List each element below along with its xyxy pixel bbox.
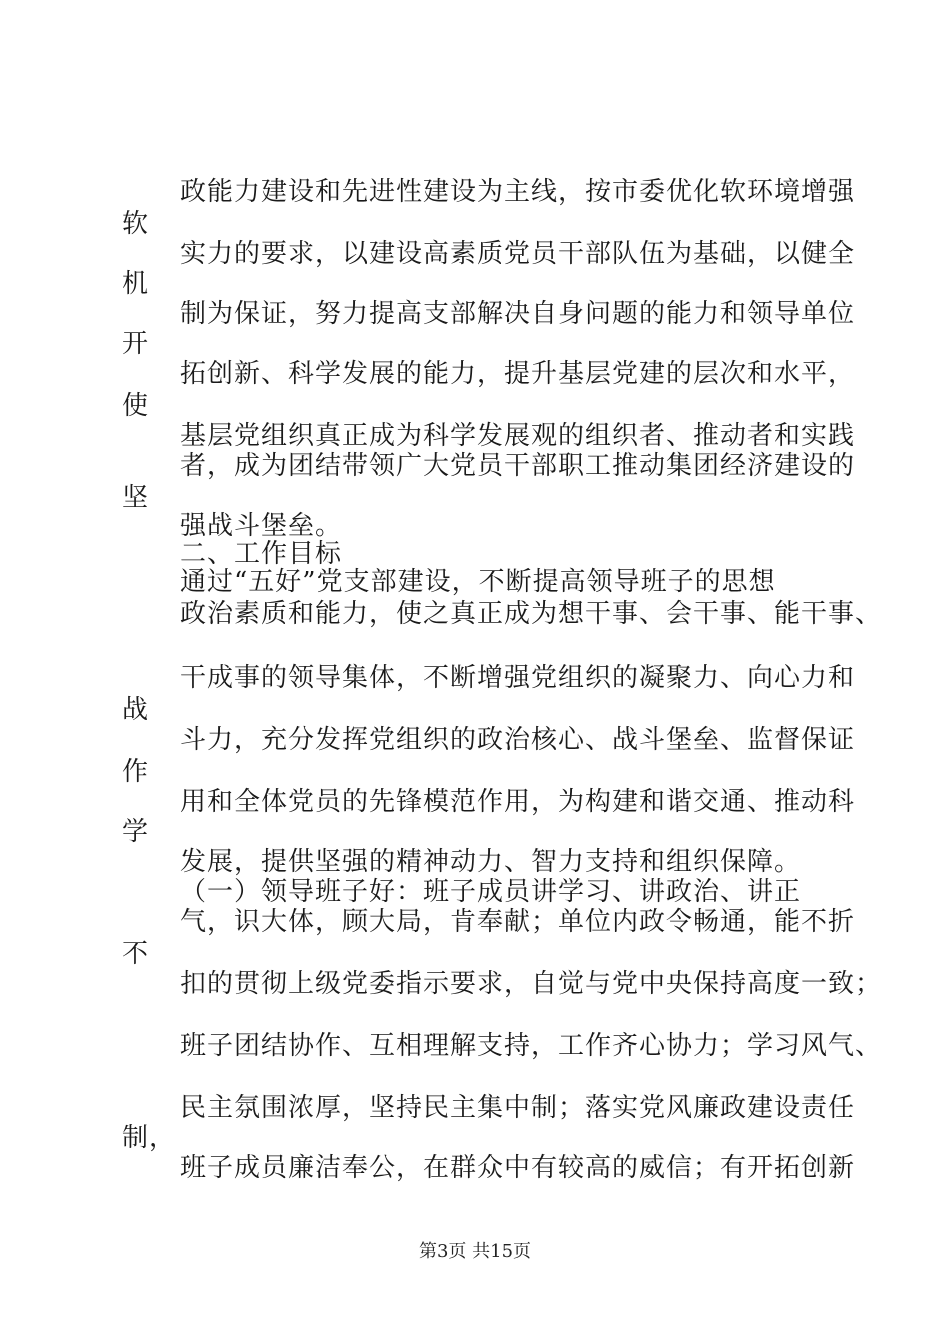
body-line: 开: [122, 329, 150, 359]
body-line: 不: [122, 939, 150, 969]
body-line: 政治素质和能力，使之真正成为想干事、会干事、能干事、: [180, 599, 883, 629]
body-line: 班子团结协作、互相理解支持，工作齐心协力；学习风气、: [180, 1031, 883, 1061]
body-line: 者，成为团结带领广大党员干部职工推动集团经济建设的: [180, 451, 856, 481]
body-line: 实力的要求，以建设高素质党员干部队伍为基础，以健全: [180, 239, 856, 269]
body-line: 制为保证，努力提高支部解决自身问题的能力和领导单位: [180, 299, 856, 329]
body-line: 用和全体党员的先锋模范作用，为构建和谐交通、推动科: [180, 787, 856, 817]
body-line: 发展，提供坚强的精神动力、智力支持和组织保障。: [180, 847, 802, 877]
body-line: 拓创新、科学发展的能力，提升基层党建的层次和水平，: [180, 359, 856, 389]
body-line: 强战斗堡垒。: [180, 511, 343, 541]
page-number-footer: 第3页 共15页: [418, 1241, 532, 1262]
body-line: 使: [122, 391, 150, 421]
body-line: 软: [122, 209, 150, 239]
body-line: 基层党组织真正成为科学发展观的组织者、推动者和实践: [180, 421, 856, 451]
subsection-line: （一）领导班子好：班子成员讲学习、讲政治、讲正: [180, 877, 802, 907]
body-line: 斗力，充分发挥党组织的政治核心、战斗堡垒、监督保证: [180, 725, 856, 755]
body-line: 通过“五好”党支部建设，不断提高领导班子的思想: [180, 567, 776, 597]
body-line: 扣的贯彻上级党委指示要求，自觉与党中央保持高度一致；: [180, 969, 883, 999]
body-line: 制，: [122, 1123, 177, 1153]
body-line: 作: [122, 757, 150, 787]
body-line: 学: [122, 817, 150, 847]
body-line: 干成事的领导集体，不断增强党组织的凝聚力、向心力和: [180, 663, 856, 693]
body-line: 坚: [122, 483, 150, 513]
body-line: 政能力建设和先进性建设为主线，按市委优化软环境增强: [180, 177, 856, 207]
body-line: 班子成员廉洁奉公，在群众中有较高的威信；有开拓创新: [180, 1153, 856, 1183]
body-line: 战: [122, 695, 150, 725]
body-line: 机: [122, 269, 150, 299]
section-heading: 二、工作目标: [180, 539, 343, 569]
body-line: 气，识大体，顾大局，肯奉献；单位内政令畅通，能不折: [180, 907, 856, 937]
body-line: 民主氛围浓厚，坚持民主集中制；落实党风廉政建设责任: [180, 1093, 856, 1123]
